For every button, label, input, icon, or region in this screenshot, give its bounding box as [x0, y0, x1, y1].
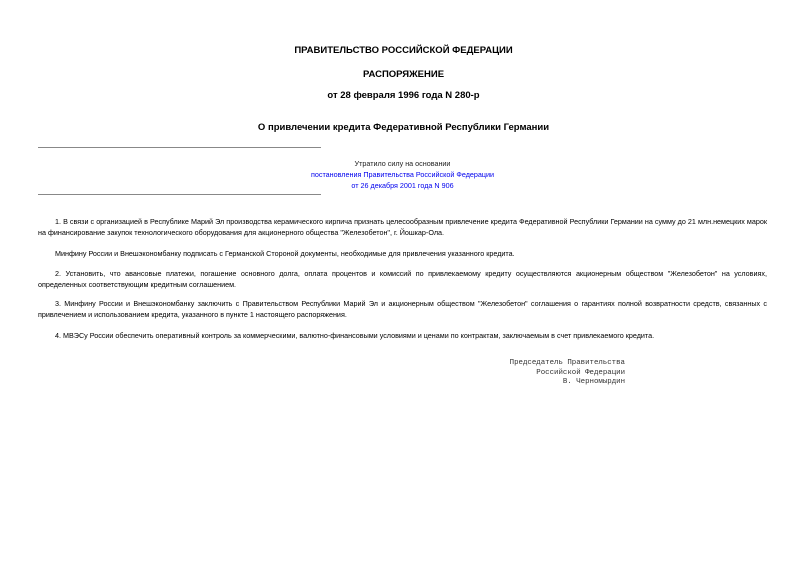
paragraph-1-continuation: Минфину России и Внешэкономбанку подписать с Германской Стороной документы, необходимые для привлечения указанного кредита.	[55, 249, 515, 258]
issuer-heading: ПРАВИТЕЛЬСТВО РОССИЙСКОЙ ФЕДЕРАЦИИ	[294, 45, 513, 56]
top-divider	[38, 147, 321, 148]
signature-name: В. Черномырдин	[562, 378, 625, 386]
paragraph-4: 4. МВЭСу России обеспечить оперативный контроль за коммерческими, валютно-финансовыми условиями и ценами по контрактам, заключаемым в счет привлекаемого кредита.	[55, 331, 655, 340]
repeal-link[interactable]: постановления Правительства Российской Федерации	[310, 170, 495, 179]
document-date-number: от 28 февраля 1996 года N 280-р	[327, 90, 480, 101]
signature-body: Российской Федерации	[536, 369, 625, 377]
paragraph-3: 3. Минфину России и Внешэкономбанку заключить с Правительством Республики Марий Эл и акционерным обществом "Железобетон" соглашения о гарантиях полной возвратности средств, связанных с привлечением и использованием кредита, указанного в пункте 1 настоящего распоряжения.	[38, 299, 767, 319]
repeal-link-line-1[interactable]	[290, 169, 515, 180]
repeal-link-line-2[interactable]	[290, 180, 515, 191]
paragraph-1: 1. В связи с организацией в Республике Марий Эл производства керамического кирпича признать целесообразным привлечение кредита Федеративной Республики Германии на сумму до 21 млн.немецких марок на финансирование закупок технологического оборудования для акционерного общества "Железобетон", г. Йошкар-Ола.	[38, 217, 767, 237]
paragraph-2: 2. Установить, что авансовые платежи, погашение основного долга, оплата процентов и комиссий по привлекаемому кредиту осуществляются акционерным обществом "Железобетон" на условиях, определенных соответствующим кредитным соглашением.	[38, 269, 767, 289]
repeal-note: Утратило силу на основании	[354, 159, 451, 168]
document-title: О привлечении кредита Федеративной Республики Германии	[257, 122, 550, 133]
repeal-link-date[interactable]: от 26 декабря 2001 года N 906	[351, 181, 454, 190]
document-kind-heading: РАСПОРЯЖЕНИЕ	[362, 69, 445, 80]
signature-position: Председатель Правительства	[509, 359, 625, 367]
bottom-divider	[38, 194, 321, 195]
